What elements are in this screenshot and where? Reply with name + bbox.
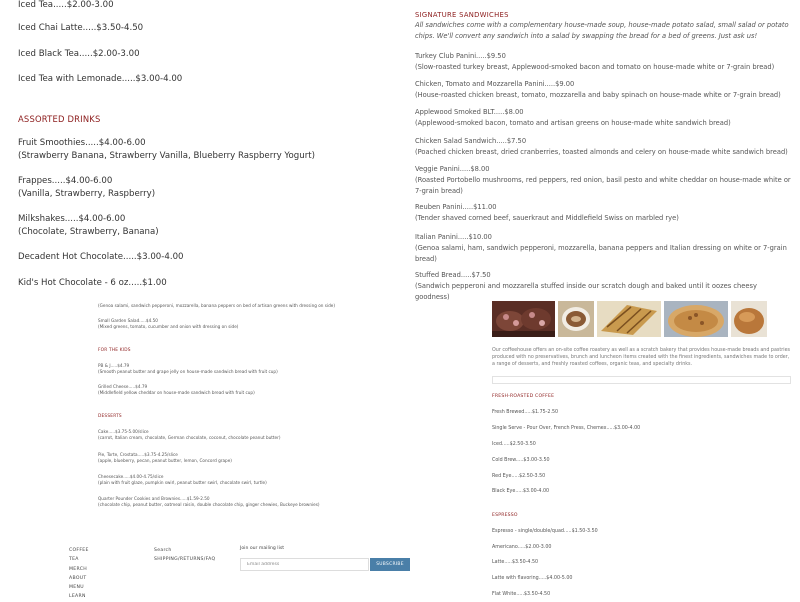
photo-panini [597, 301, 661, 337]
menu-item-name: Veggie Panini.....$8.00 [415, 165, 490, 173]
menu-item [98, 318, 238, 330]
menu-item: Kid's Hot Chocolate - 6 oz.....$1.00 [18, 278, 167, 288]
menu-item-desc: (Slow-roasted turkey breast, Applewood-smoked bacon and tomato on house-made white or 7-grain bread) [415, 63, 775, 71]
menu-item-desc: (apple, blueberry, pecan, peanut butter, lemon, Concord grape) [98, 458, 232, 464]
menu-item-desc: (Middlefield yellow cheddar on house-made sandwich bread with fruit cup) [98, 390, 255, 396]
photo-bread [731, 301, 767, 337]
menu-item-name: PB & J.....$4.79 [98, 363, 130, 368]
menu-item-desc: (Applewood-smoked bacon, tomato and artisan greens on house-made white sandwich bread) [415, 119, 731, 127]
menu-item-name: Milkshakes.....$4.00-6.00 [18, 214, 126, 224]
menu-item-desc: (Roasted Portobello mushrooms, red peppers, red onion, basil pesto and white cheddar on house-made white or 7-grain bread) [415, 176, 791, 195]
menu-item: Espresso - single/double/quad.....$1.50-3.50 [492, 529, 598, 534]
menu-item [415, 136, 793, 158]
menu-item-desc: (Genoa salami, ham, sandwich pepperoni, mozzarella, banana peppers and Italian dressing on white or 7-grain bread) [415, 244, 787, 263]
footer-links [154, 546, 215, 565]
menu-item [415, 79, 793, 101]
menu-item-name: Applewood Smoked BLT.....$8.00 [415, 108, 524, 116]
menu-item: Latte with flavoring.....$4.00-5.00 [492, 576, 573, 581]
menu-item-desc: (Sandwich pepperoni and mozzarella stuffed inside our scratch dough and baked until it oozes cheesy goodness) [415, 282, 757, 301]
menu-item: Red Eye.....$2.50-3.50 [492, 474, 546, 479]
section-heading-espresso: ESPRESSO [492, 513, 518, 518]
menu-item [98, 384, 255, 396]
menu-item [98, 474, 267, 486]
menu-item: Iced Tea with Lemonade.....$3.00-4.00 [18, 74, 183, 84]
menu-item: Single Serve - Pour Over, French Press, Chemex.....$3.00-4.00 [492, 426, 641, 431]
menu-item [98, 429, 280, 441]
menu-item [415, 270, 793, 303]
menu-item [415, 202, 793, 224]
menu-item-desc: (Genoa salami, sandwich pepperoni, mozzarella, banana peppers on bed of artisan greens with dressing on side) [98, 303, 335, 308]
menu-item [98, 363, 278, 375]
section-heading-for-the-kids: FOR THE KIDS [98, 348, 131, 353]
menu-item-name: Cake.....$3.75-5.00/slice [98, 429, 149, 434]
menu-item-desc: (Mixed greens, tomato, cucumber and onion with dressing on side) [98, 324, 239, 330]
menu-item-name: Frappes.....$4.00-6.00 [18, 176, 113, 186]
menu-item [415, 107, 793, 129]
menu-item [98, 496, 320, 508]
menu-item: Iced Tea.....$2.00-3.00 [18, 0, 114, 10]
menu-item: Cold Brew.....$3.00-3.50 [492, 458, 550, 463]
section-heading-desserts: DESSERTS [98, 414, 122, 419]
email-field[interactable] [240, 558, 369, 571]
menu-item-name: Chicken, Tomato and Mozzarella Panini.....$9.00 [415, 80, 575, 88]
menu-item-name: Chicken Salad Sandwich.....$7.50 [415, 137, 527, 145]
menu-item: Decadent Hot Chocolate.....$3.00-4.00 [18, 252, 184, 262]
subscribe-button[interactable]: SUBSCRIBE [370, 558, 410, 571]
section-intro: All sandwiches come with a complementary house-made soup, house-made potato salad, small salad or potato chips. We'll convert any sandwich into a salad by swapping the bread for a bed of greens. Just ask us! [415, 21, 789, 40]
menu-item: Iced Black Tea.....$2.00-3.00 [18, 49, 140, 59]
about-text: Our coffeehouse offers an on-site coffee roastery as well as a scratch bakery that provides house-made breads and pastries produced with no preservatives, brunch and luncheon items created with the finest ingredients, sandwiches made to order, a range of desserts, and freshly roasted coffees, organic teas, and specialty drinks. [492, 348, 791, 367]
menu-item: Flat White.....$3.50-4.50 [492, 592, 551, 597]
menu-item: Americano.....$2.00-3.00 [492, 545, 552, 550]
menu-item-name: Turkey Club Panini.....$9.50 [415, 52, 506, 60]
menu-item-name: Cheesecake.....$4.00-4.75/slice [98, 474, 164, 479]
mailing-list-title: Join our mailing list [240, 546, 285, 551]
menu-item-name: Reuben Panini.....$11.00 [415, 203, 497, 211]
footer-link-menu[interactable]: MENU [69, 585, 84, 591]
menu-item-desc: (Vanilla, Strawberry, Raspberry) [18, 189, 156, 199]
section-heading-signature-sandwiches: SIGNATURE SANDWICHES [415, 11, 509, 19]
divider [492, 376, 791, 384]
menu-item-name: Stuffed Bread.....$7.50 [415, 271, 491, 279]
menu-item [415, 51, 793, 73]
menu-item-name: Pie, Torte, Crostata.....$3.75-4.25/slice [98, 452, 178, 457]
menu-item: Iced.....$2.50-3.50 [492, 442, 536, 447]
menu-item [415, 164, 793, 197]
menu-item-desc: (Tender shaved corned beef, sauerkraut and Middlefield Swiss on marbled rye) [415, 214, 679, 222]
menu-item [18, 175, 155, 201]
menu-item: Fresh Brewed.....$1.75-2.50 [492, 410, 559, 415]
footer-link-coffee[interactable]: COFFEE [69, 548, 89, 553]
menu-item-desc: (Poached chicken breast, dried cranberries, toasted almonds and celery on house-made white sandwich bread) [415, 148, 788, 156]
menu-item [98, 452, 232, 464]
photo-pastry [492, 301, 555, 337]
footer-nav [69, 546, 89, 602]
menu-item-desc: (carrot, Italian cream, chocolate, German chocolate, coconut, chocolate peanut butter) [98, 435, 281, 441]
section-heading-fresh-roasted-coffee: FRESH-ROASTED COFFEE [492, 394, 555, 399]
footer-link-merch[interactable]: MERCH [69, 566, 87, 572]
menu-item [18, 213, 159, 239]
section-heading-assorted-drinks: ASSORTED DRINKS [18, 114, 101, 124]
menu-item-desc: (Chocolate, Strawberry, Banana) [18, 227, 159, 237]
footer-link-about[interactable]: ABOUT [69, 575, 87, 581]
menu-item: Iced Chai Latte.....$3.50-4.50 [18, 23, 144, 33]
menu-item-desc: (chocolate chip, peanut butter, oatmeal raisin, double chocolate chip, ginger chewies, Buckeye brownies) [98, 502, 320, 508]
menu-item: Latte.....$3.50-4.50 [492, 560, 539, 565]
photo-pie [664, 301, 728, 337]
footer-link-search[interactable]: Search [154, 548, 172, 553]
menu-item-name: Fruit Smoothies.....$4.00-6.00 [18, 138, 146, 148]
footer-link-learn[interactable]: LEARN [69, 594, 86, 600]
menu-item-desc: (Strawberry Banana, Strawberry Vanilla, Blueberry Raspberry Yogurt) [18, 151, 315, 161]
menu-item-name: Grilled Cheese.....$4.79 [98, 384, 148, 389]
menu-item-name: Quarter Pounder Cookies and Brownies.....$1.59-2.50 [98, 496, 210, 501]
menu-item-desc: (plain with fruit glaze, pumpkin swirl, peanut butter swirl, chocolate swirl, turtle) [98, 480, 267, 486]
menu-item [18, 137, 315, 163]
menu-item: Black Eye.....$3.00-4.00 [492, 489, 550, 494]
photo-coffee-cup [558, 301, 594, 337]
menu-item-name: Small Garden Salad.....$4.50 [98, 318, 158, 323]
menu-item-desc: (House-roasted chicken breast, tomato, mozzarella and baby spinach on house-made white or 7-grain bread) [415, 91, 781, 99]
menu-item-desc: (Smooth peanut butter and grape jelly on house-made sandwich bread with fruit cup) [98, 369, 278, 375]
menu-item [415, 232, 793, 265]
menu-item-name: Italian Panini.....$10.00 [415, 233, 492, 241]
footer-link-shipping-faq[interactable]: SHIPPING/RETURNS/FAQ [154, 557, 216, 563]
footer-link-tea[interactable]: TEA [69, 557, 79, 563]
